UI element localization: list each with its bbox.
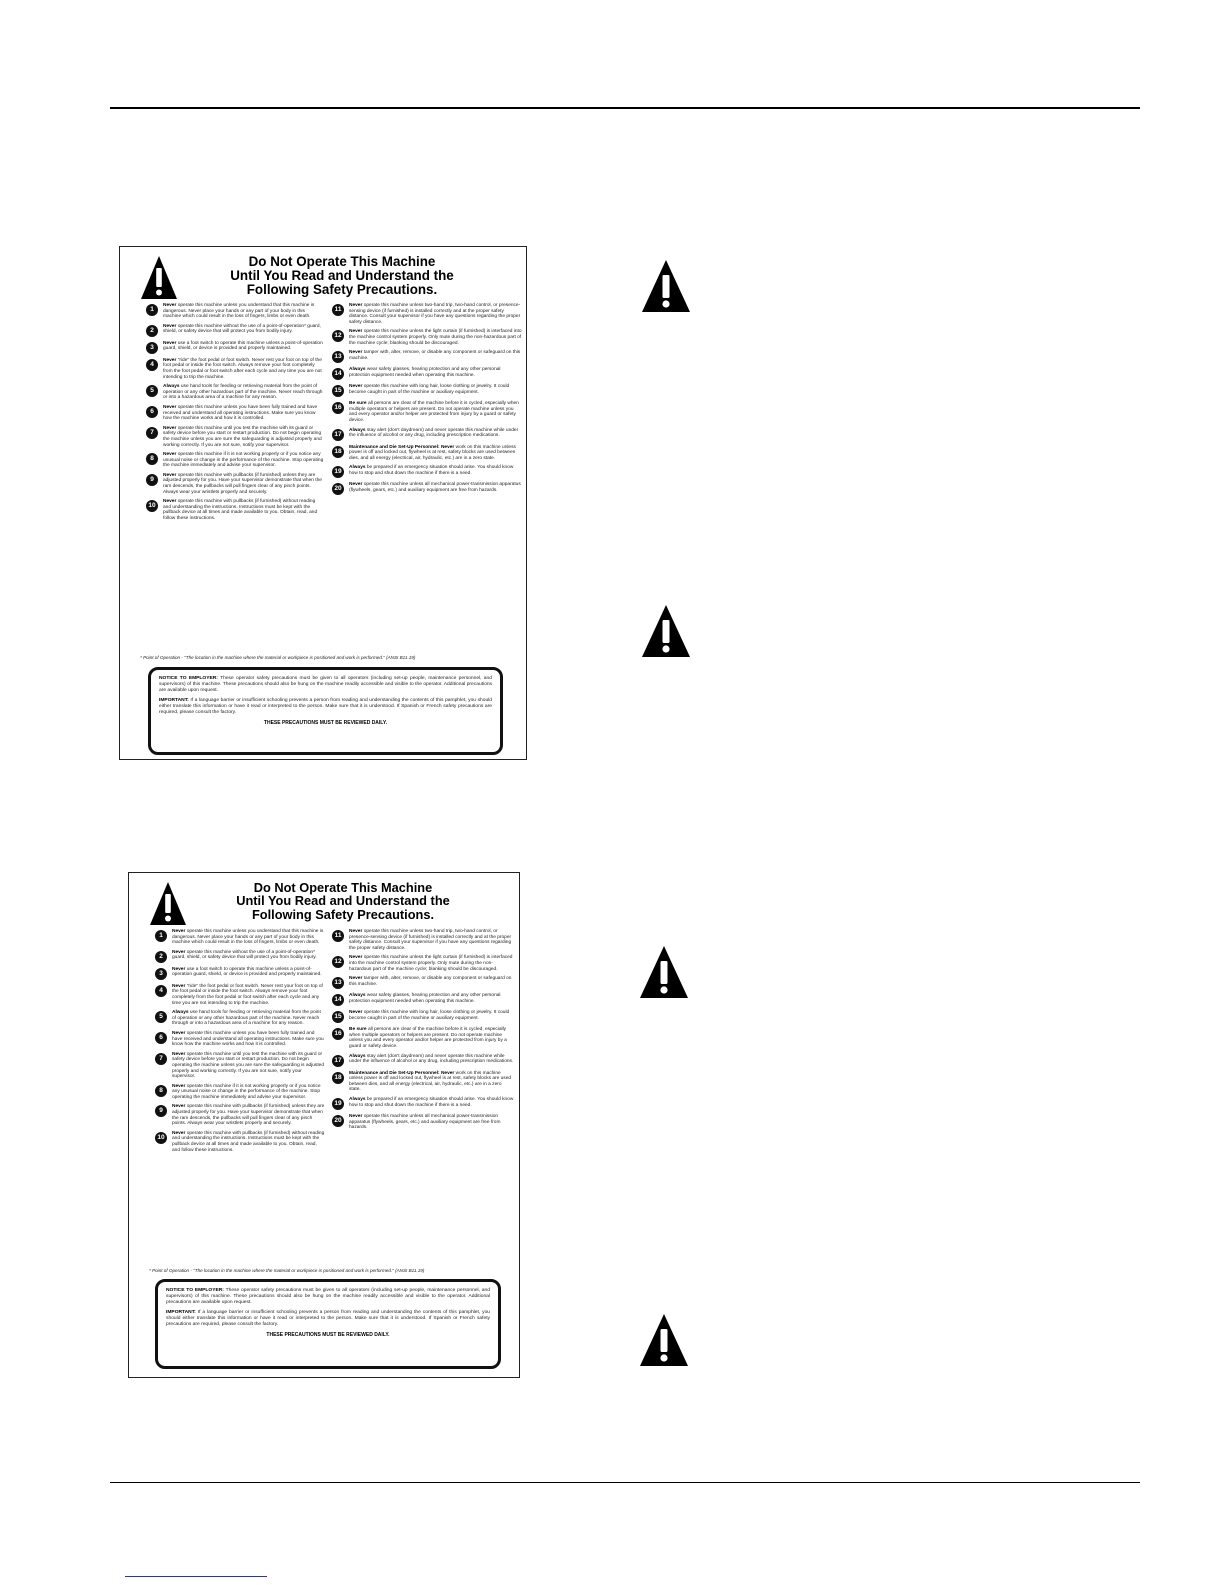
precaution-item: 11 Never operate this machine unless two-hand trip, two-hand control, or presence-sensing device (if furnished) is installed correctly and at the proper safety distance. Consult your supervisor if you have any questions regarding the proper safety distance. xyxy=(332,929,514,951)
precaution-item: 13 Never tamper with, alter, remove, or disable any component or safeguard on this machine. xyxy=(332,976,514,989)
precaution-item: 14 Always wear safety glasses, hearing protection and any other personal protection equipment needed when operating this machine. xyxy=(332,993,514,1006)
precaution-item: 17 Always stay alert (don't daydream) and never operate this machine while under the influence of alcohol or any drug, including prescription medications. xyxy=(332,428,522,441)
precautions-right-column xyxy=(332,303,522,499)
precaution-item: 18 Maintenance and Die Set-Up Personnel: Never work on this machine unless power is off and locked out, flywheel is at rest, safety blocks are used between dies, and all energy (electrical, air, hydraulic, etc.) are in a zero state. xyxy=(332,1071,514,1093)
warning-triangle-icon xyxy=(638,944,690,1002)
precaution-item: 20 Never operate this machine unless all mechanical power-transmission apparatus (flywheels, gears, etc.) and auxiliary equipment are free from hazards. xyxy=(332,1114,514,1131)
precaution-item: 8 Never operate this machine if it is not working properly or if you notice any unusual noise or change in the performance of the machine. Stop operating the machine immediately and advise your supervisor. xyxy=(146,452,324,469)
precaution-item: 12 Never operate this machine unless the light curtain (if furnished) is interfaced into the machine control system properly. Only mute during the non-hazardous part of the machine cycle; blanking should be discouraged. xyxy=(332,955,514,972)
precaution-item: 19 Always be prepared if an emergency situation should arise. You should know how to stop and shut down the machine if there is a need. xyxy=(332,1097,514,1110)
warning-triangle-icon xyxy=(149,881,187,927)
precaution-item: 7 Never operate this machine until you test the machine with its guard or safety device before you start or restart production. Do not begin operating the machine unless you are sure the safeguarding is adjusted properly and working correctly. If you are not sure, notify your supervisor. xyxy=(146,426,324,448)
precaution-item: 19 Always be prepared if an emergency situation should arise. You should know how to stop and shut down the machine if there is a need. xyxy=(332,465,522,478)
precaution-item: 5 Always use hand tools for feeding or retrieving material from the point of operation or any other hazardous part of the machine. Never reach through or into a hazardous area of a machine for any reason. xyxy=(155,1010,325,1027)
precaution-item: 1 Never operate this machine unless you understand that this machine is dangerous. Never place your hands or any part of your body in this machine which could result in the loss of fingers, limbs or even death. xyxy=(155,929,325,946)
precaution-item: 5 Always use hand tools for feeding or retrieving material from the point of operation or any other hazardous part of the machine. Never reach through or into a hazardous area of a machine for any reason. xyxy=(146,384,324,401)
precaution-item: 15 Never operate this machine with long hair, loose clothing or jewelry. It could become caught in part of the machine or auxiliary equipment. xyxy=(332,1010,514,1023)
precaution-item: 16 Be sure all persons are clear of the machine before it is cycled, especially when multiple operators or helpers are present. Do not operate machine unless you and every operator and/or helper are protected from injury by a guard or safety device. xyxy=(332,401,522,423)
precaution-item: 2 Never operate this machine without the use of a point-of-operation* guard, shield, or safety device that will protect you from bodily injury. xyxy=(146,324,324,337)
precautions-left-column xyxy=(155,929,325,1157)
precaution-item: 4 Never "ride" the foot pedal or foot switch. Never rest your foot on top of the foot pedal or inside the foot switch. Always remove your foot completely from the foot pedal or foot switch after each cycle and any time you are not intending to trip the machine. xyxy=(146,358,324,380)
warning-triangle-icon xyxy=(638,1312,690,1370)
precaution-item: 10 Never operate this machine with pullbacks (if furnished) without reading and understanding the instructions. Instructions must be kept with the pullback device at all times and made available to you. Obtain, read, and follow these instructions. xyxy=(146,499,324,521)
point-of-operation-footnote: * Point of Operation - "The location in the machine where the material or workpiece is positioned and work is performed." (ANSI B11.19) xyxy=(140,655,416,660)
footer-link-underline[interactable] xyxy=(125,1576,267,1577)
precaution-item: 4 Never "ride" the foot pedal or foot switch. Never rest your foot on top of the foot pedal or inside the foot switch. Always remove your foot completely from the foot pedal or foot switch after each cycle and any time you are not intending to trip the machine. xyxy=(155,984,325,1006)
precaution-item: 10 Never operate this machine with pullbacks (if furnished) without reading and understanding the instructions. Instructions must be kept with the pullback device at all times and made available to you. Obtain, read, and follow these instructions. xyxy=(155,1131,325,1153)
footer-rule xyxy=(110,1482,1140,1483)
precaution-item: 15 Never operate this machine with long hair, loose clothing or jewelry. It could become caught in part of the machine or auxiliary equipment. xyxy=(332,384,522,397)
precaution-item: 18 Maintenance and Die Set-Up Personnel: Never work on this machine unless power is off and locked out, flywheel is at rest, safety blocks are used between dies, and all energy (electrical, air, hydraulic, etc.) are in a zero state. xyxy=(332,445,522,462)
notice-box: NOTICE TO EMPLOYER: These operator safety precautions must be given to all operators (including set-up people, maintenance personnel, and supervisors) of this machine. These precautions should also be hung on the machine readily accessible and visible to the operator. Additional precautions are available upon request. IMPORTANT: If a language barrier or insufficient schooling prevents a person from reading and understanding the contents of this pamphlet, you should either translate this information or have it read or interpreted to the person. Make sure that it is understood. If Spanish or French safety precautions are required, please consult the factory. THESE PRECAUTIONS MUST BE REVIEWED DAILY. xyxy=(148,667,503,755)
precaution-item: 14 Always wear safety glasses, hearing protection and any other personal protection equipment needed when operating this machine. xyxy=(332,367,522,380)
precaution-item: 9 Never operate this machine with pullbacks (if furnished) unless they are adjusted properly for you. Have your supervisor demonstrate that when the ram descends, the pullbacks will pull fingers clear of any pinch points. Always wear your wristlets properly and securely. xyxy=(146,473,324,495)
precaution-item: 2 Never operate this machine without the use of a point-of-operation* guard, shield, or safety device that will protect you from bodily injury. xyxy=(155,950,325,963)
precaution-item: 11 Never operate this machine unless two-hand trip, two-hand control, or presence-sensing device (if furnished) is installed correctly and at the proper safety distance. Consult your supervisor if you have any questions regarding the proper safety distance. xyxy=(332,303,522,325)
precaution-item: 17 Always stay alert (don't daydream) and never operate this machine while under the influence of alcohol or any drug, including prescription medications. xyxy=(332,1054,514,1067)
precaution-item: 16 Be sure all persons are clear of the machine before it is cycled, especially when multiple operators or helpers are present. Do not operate machine unless you and every operator and/or helper are protected from injury by a guard or safety device. xyxy=(332,1027,514,1049)
precaution-item: 12 Never operate this machine unless the light curtain (if furnished) is interfaced into the machine control system properly. Only mute during the non-hazardous part of the machine cycle; blanking should be discouraged. xyxy=(332,329,522,346)
precaution-item: 3 Never use a foot switch to operate this machine unless a point-of-operation guard, shield, or device is provided and properly maintained. xyxy=(146,341,324,354)
precaution-item: 13 Never tamper with, alter, remove, or disable any component or safeguard on this machine. xyxy=(332,350,522,363)
poster-title: Do Not Operate This Machine Until You Read and Understand the Following Safety Precautions. xyxy=(230,254,454,298)
precautions-left-column xyxy=(146,303,324,526)
safety-poster-1 xyxy=(119,246,527,760)
safety-poster-2 xyxy=(128,872,520,1378)
precaution-item: 6 Never operate this machine unless you have been fully trained and have received and understand all operating instructions. Make sure you know how the machine works and how it is controlled. xyxy=(155,1031,325,1048)
warning-triangle-icon xyxy=(140,255,178,301)
precaution-item: 1 Never operate this machine unless you understand that this machine is dangerous. Never place your hands or any part of your body in this machine which could result in the loss of fingers, limbs or even death. xyxy=(146,303,324,320)
warning-triangle-icon xyxy=(640,603,692,661)
precaution-item: 7 Never operate this machine until you test the machine with its guard or safety device before you start or restart production. Do not begin operating the machine unless you are sure the safeguarding is adjusted properly and working correctly. If you are not sure, notify your supervisor. xyxy=(155,1052,325,1080)
precaution-item: 9 Never operate this machine with pullbacks (if furnished) unless they are adjusted properly for you. Have your supervisor demonstrate that when the ram descends, the pullbacks will pull fingers clear of any pinch points. Always wear your wristlets properly and securely. xyxy=(155,1104,325,1126)
precaution-item: 3 Never use a foot switch to operate this machine unless a point-of-operation guard, shield, or device is provided and properly maintained. xyxy=(155,967,325,980)
point-of-operation-footnote: * Point of Operation - "The location in the machine where the material or workpiece is positioned and work is performed." (ANSI B11.19) xyxy=(149,1268,425,1273)
notice-box: NOTICE TO EMPLOYER: These operator safety precautions must be given to all operators (including set-up people, maintenance personnel, and supervisors) of this machine. These precautions should also be hung on the machine readily accessible and visible to the operator. Additional precautions are available upon request. IMPORTANT: If a language barrier or insufficient schooling prevents a person from reading and understanding the contents of this pamphlet, you should either translate this information or have it read or interpreted to the person. Make sure that it is understood. If Spanish or French safety precautions are required, please consult the factory. THESE PRECAUTIONS MUST BE REVIEWED DAILY. xyxy=(155,1279,501,1369)
precaution-item: 20 Never operate this machine unless all mechanical power-transmission apparatus (flywheels, gears, etc.) and auxiliary equipment are free from hazards. xyxy=(332,482,522,495)
poster-title: Do Not Operate This Machine Until You Read and Understand the Following Safety Precautions. xyxy=(236,880,450,922)
precaution-item: 6 Never operate this machine unless you have been fully trained and have received and understand all operating instructions. Make sure you know how the machine works and how it is controlled. xyxy=(146,405,324,422)
warning-triangle-icon xyxy=(640,258,692,316)
header-rule xyxy=(110,107,1140,109)
precaution-item: 8 Never operate this machine if it is not working properly or if you notice any unusual noise or change in the performance of the machine. Stop operating the machine immediately and advise your supervisor. xyxy=(155,1084,325,1101)
precautions-right-column xyxy=(332,929,514,1135)
